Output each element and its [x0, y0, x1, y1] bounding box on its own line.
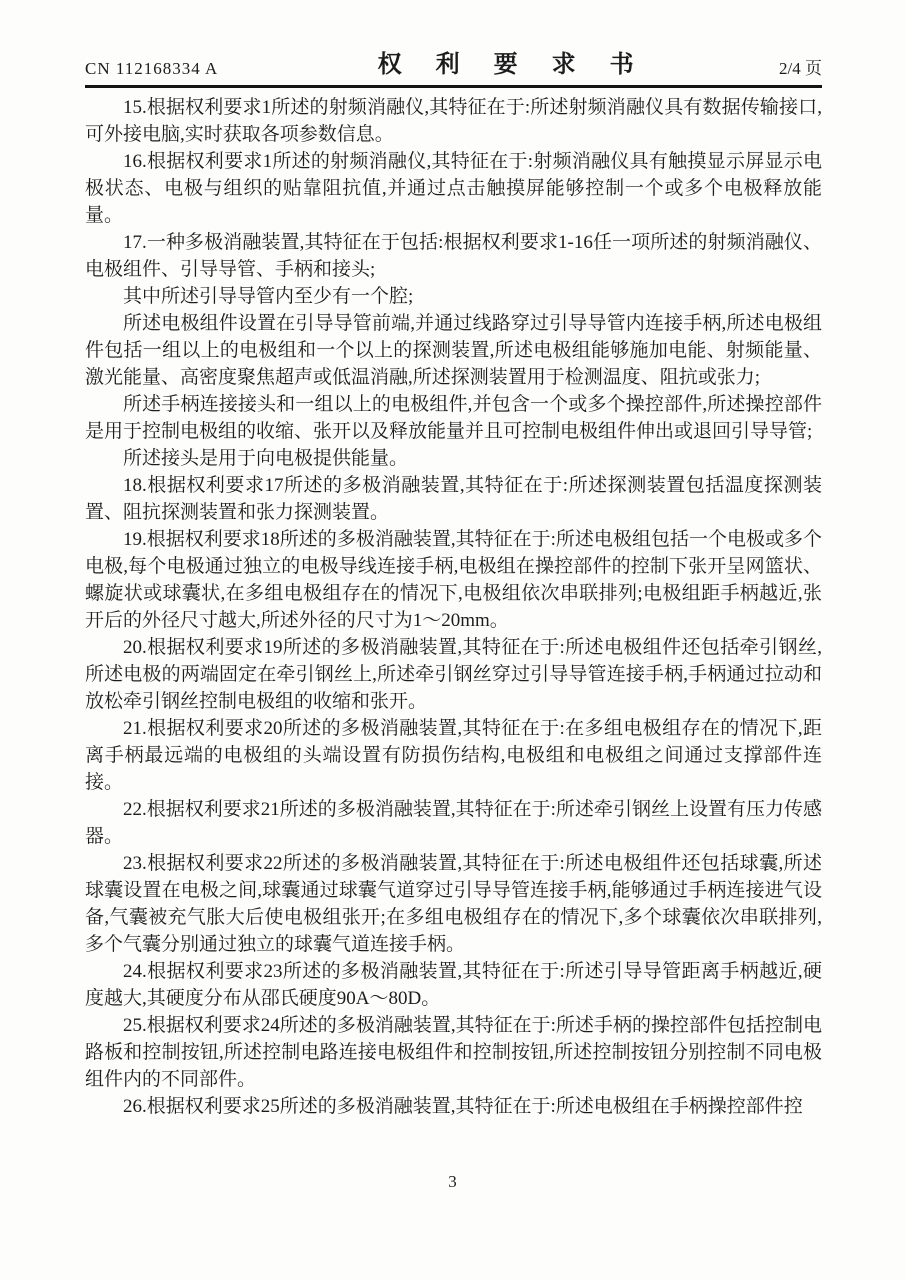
- publication-number: CN 112168334 A: [85, 59, 219, 78]
- claim-paragraph: 26.根据权利要求25所述的多极消融装置,其特征在于:所述电极组在手柄操控部件控: [123, 1096, 803, 1117]
- page-header: [85, 44, 822, 88]
- claim-paragraph: 23.根据权利要求22所述的多极消融装置,其特征在于:所述电极组件还包括球囊,所述球囊设置在电极之间,球囊通过球囊气道穿过引导导管连接手柄,能够通过手柄连接进气设备,气囊被充气胀大后使电极组张开;在多组电极组存在的情况下,多个球囊依次串联排列,多个气囊分别通过独立的球囊气道连接手柄。: [85, 853, 822, 955]
- claim-paragraph: 所述手柄连接接头和一组以上的电极组件,并包含一个或多个操控部件,所述操控部件是用于控制电极组的收缩、张开以及释放能量并且可控制电极组件伸出或退回引导导管;: [85, 394, 822, 442]
- claim-paragraph: 其中所述引导导管内至少有一个腔;: [123, 286, 414, 307]
- document-title: 权 利 要 求 书: [377, 52, 648, 78]
- claim-paragraph: 19.根据权利要求18所述的多极消融装置,其特征在于:所述电极组包括一个电极或多个电极,每个电极通过独立的电极导线连接手柄,电极组在操控部件的控制下张开呈网篮状、螺旋状或球囊状,在多组电极组存在的情况下,电极组依次串联排列;电极组距手柄越近,张开后的外径尺寸越大,所述外径的尺寸为1～20mm。: [85, 529, 822, 631]
- page-number: 3: [448, 1172, 457, 1191]
- claim-paragraph: 25.根据权利要求24所述的多极消融装置,其特征在于:所述手柄的操控部件包括控制电路板和控制按钮,所述控制电路连接电极组件和控制按钮,所述控制按钮分别控制不同电极组件内的不同部件。: [85, 1015, 822, 1090]
- claim-paragraph: 21.根据权利要求20所述的多极消融装置,其特征在于:在多组电极组存在的情况下,距离手柄最远端的电极组的头端设置有防损伤结构,电极组和电极组之间通过支撑部件连接。: [85, 718, 822, 793]
- claim-paragraph: 20.根据权利要求19所述的多极消融装置,其特征在于:所述电极组件还包括牵引钢丝,所述电极的两端固定在牵引钢丝上,所述牵引钢丝穿过引导导管连接手柄,手柄通过拉动和放松牵引钢丝控制电极组的收缩和张开。: [85, 637, 822, 712]
- claim-paragraph: 18.根据权利要求17所述的多极消融装置,其特征在于:所述探测装置包括温度探测装置、阻抗探测装置和张力探测装置。: [85, 475, 822, 523]
- claim-paragraph: 15.根据权利要求1所述的射频消融仪,其特征在于:所述射频消融仪具有数据传输接口,可外接电脑,实时获取各项参数信息。: [85, 97, 822, 145]
- page-footer: [0, 1172, 905, 1192]
- claim-paragraph: 16.根据权利要求1所述的射频消融仪,其特征在于:射频消融仪具有触摸显示屏显示电极状态、电极与组织的贴靠阻抗值,并通过点击触摸屏能够控制一个或多个电极释放能量。: [85, 151, 822, 226]
- claim-paragraph: 24.根据权利要求23所述的多极消融装置,其特征在于:所述引导导管距离手柄越近,硬度越大,其硬度分布从邵氏硬度90A～80D。: [85, 961, 822, 1009]
- claim-paragraph: 22.根据权利要求21所述的多极消融装置,其特征在于:所述牵引钢丝上设置有压力传感器。: [85, 799, 822, 847]
- claim-paragraph: 所述电极组件设置在引导导管前端,并通过线路穿过引导导管内连接手柄,所述电极组件包括一组以上的电极组和一个以上的探测装置,所述电极组能够施加电能、射频能量、激光能量、高密度聚焦超声或低温消融,所述探测装置用于检测温度、阻抗或张力;: [85, 313, 822, 388]
- page-indicator: 2/4 页: [779, 59, 822, 78]
- claim-paragraph: 17.一种多极消融装置,其特征在于包括:根据权利要求1-16任一项所述的射频消融仪、电极组件、引导导管、手柄和接头;: [85, 232, 822, 280]
- claim-paragraph: 所述接头是用于向电极提供能量。: [123, 448, 409, 469]
- claims-body: [85, 94, 822, 1120]
